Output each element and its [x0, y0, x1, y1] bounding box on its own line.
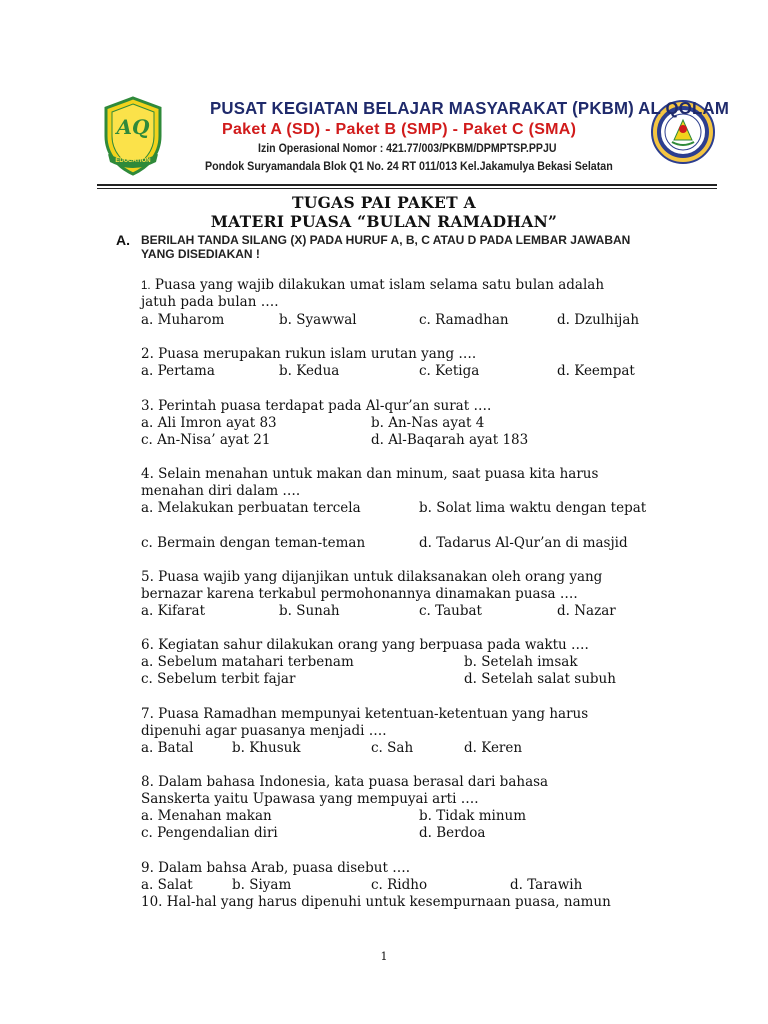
- q6-option-b: b. Setelah imsak: [464, 654, 578, 670]
- question-6-line-1: 6. Kegiatan sahur dilakukan orang yang berpuasa pada waktu ….: [141, 637, 589, 653]
- q4-option-b: b. Solat lima waktu dengan tepat: [419, 500, 647, 516]
- org-name: PUSAT KEGIATAN BELAJAR MASYARAKAT (PKBM) AL QOLAM: [210, 98, 730, 118]
- q2-option-c: c. Ketiga: [419, 363, 480, 379]
- q7-option-c: c. Sah: [371, 740, 414, 756]
- license-number: Izin Operasional Nomor : 421.77/003/PKBM/DPMPTSP.PPJU: [258, 143, 557, 155]
- pkbm-shield-logo: [102, 96, 164, 176]
- question-3-line-1: 3. Perintah puasa terdapat pada Al-qur’an surat ….: [141, 398, 492, 414]
- q1-option-a: a. Muharom: [141, 312, 225, 328]
- assignment-subtitle: MATERI PUASA “BULAN RAMADHAN”: [210, 212, 558, 231]
- q2-option-a: a. Pertama: [141, 363, 215, 379]
- q5-option-b: b. Sunah: [279, 603, 340, 619]
- q8-option-d: d. Berdoa: [419, 825, 486, 841]
- q4-option-d: d. Tadarus Al-Qur’an di masjid: [419, 535, 628, 551]
- q9-option-c: c. Ridho: [371, 877, 428, 893]
- q9-option-a: a. Salat: [141, 877, 193, 893]
- logo-left-text: EDUCATION: [115, 158, 151, 164]
- question-1-line-2: jatuh pada bulan ….: [141, 294, 279, 310]
- q3-option-a: a. Ali Imron ayat 83: [141, 415, 277, 431]
- section-label: A.: [116, 232, 130, 248]
- q2-option-b: b. Kedua: [279, 363, 340, 379]
- q9-option-d: d. Tarawih: [510, 877, 583, 893]
- q2-option-d: d. Keempat: [557, 363, 635, 379]
- question-9-line-1: 9. Dalam bahsa Arab, puasa disebut ….: [141, 860, 411, 876]
- question-1-line-1: [141, 277, 604, 293]
- question-8-line-1: 8. Dalam bahasa Indonesia, kata puasa berasal dari bahasa: [141, 774, 549, 790]
- q3-option-d: d. Al-Baqarah ayat 183: [371, 432, 529, 448]
- assignment-title: TUGAS PAI PAKET A: [291, 193, 476, 212]
- q8-option-c: c. Pengendalian diri: [141, 825, 278, 841]
- q9-option-b: b. Siyam: [232, 877, 292, 893]
- question-7-line-2: dipenuhi agar puasanya menjadi ….: [141, 723, 387, 739]
- program-list: Paket A (SD) - Paket B (SMP) - Paket C (SMA): [222, 121, 577, 138]
- q3-option-c: c. An-Nisa’ ayat 21: [141, 432, 271, 448]
- question-7-line-1: 7. Puasa Ramadhan mempunyai ketentuan-ketentuan yang harus: [141, 706, 589, 722]
- header-divider-thick: [97, 184, 717, 186]
- instruction-line-2: YANG DISEDIAKAN !: [141, 247, 260, 261]
- header-divider-thin: [97, 188, 717, 189]
- question-5-line-2: bernazar karena terkabul permohonannya dinamakan puasa ….: [141, 586, 578, 602]
- q5-option-c: c. Taubat: [419, 603, 482, 619]
- question-8-line-2: Sanskerta yaitu Upawasa yang mempuyai arti ….: [141, 791, 479, 807]
- question-1-number: 1.: [141, 280, 151, 292]
- question-5-line-1: 5. Puasa wajib yang dijanjikan untuk dilaksanakan oleh orang yang: [141, 569, 603, 585]
- q5-option-d: d. Nazar: [557, 603, 616, 619]
- question-4-line-2: menahan diri dalam ….: [141, 483, 301, 499]
- question-2-line-1: 2. Puasa merupakan rukun islam urutan yang ….: [141, 346, 477, 362]
- instruction-line-1: BERILAH TANDA SILANG (X) PADA HURUF A, B, C ATAU D PADA LEMBAR JAWABAN: [141, 233, 631, 247]
- question-1-text: Puasa yang wajib dilakukan umat islam selama satu bulan adalah: [154, 277, 605, 293]
- page-number: 1: [380, 950, 388, 963]
- question-4-line-1: 4. Selain menahan untuk makan dan minum, saat puasa kita harus: [141, 466, 599, 482]
- q7-option-a: a. Batal: [141, 740, 194, 756]
- logo-mark: AQ: [116, 115, 150, 139]
- q1-option-d: d. Dzulhijah: [557, 312, 640, 328]
- q7-option-d: d. Keren: [464, 740, 523, 756]
- q8-option-b: b. Tidak minum: [419, 808, 527, 824]
- q1-option-c: c. Ramadhan: [419, 312, 509, 328]
- q6-option-a: a. Sebelum matahari terbenam: [141, 654, 354, 670]
- question-10-line-1: 10. Hal-hal yang harus dipenuhi untuk kesempurnaan puasa, namun: [141, 894, 611, 910]
- q8-option-a: a. Menahan makan: [141, 808, 272, 824]
- q1-option-b: b. Syawwal: [279, 312, 357, 328]
- address: Pondok Suryamandala Blok Q1 No. 24 RT 011/013 Kel.Jakamulya Bekasi Selatan: [205, 161, 613, 173]
- q7-option-b: b. Khusuk: [232, 740, 301, 756]
- q5-option-a: a. Kifarat: [141, 603, 206, 619]
- q4-option-a: a. Melakukan perbuatan tercela: [141, 500, 361, 516]
- q4-option-c: c. Bermain dengan teman-teman: [141, 535, 366, 551]
- q6-option-c: c. Sebelum terbit fajar: [141, 671, 296, 687]
- q6-option-d: d. Setelah salat subuh: [464, 671, 616, 687]
- q3-option-b: b. An-Nas ayat 4: [371, 415, 485, 431]
